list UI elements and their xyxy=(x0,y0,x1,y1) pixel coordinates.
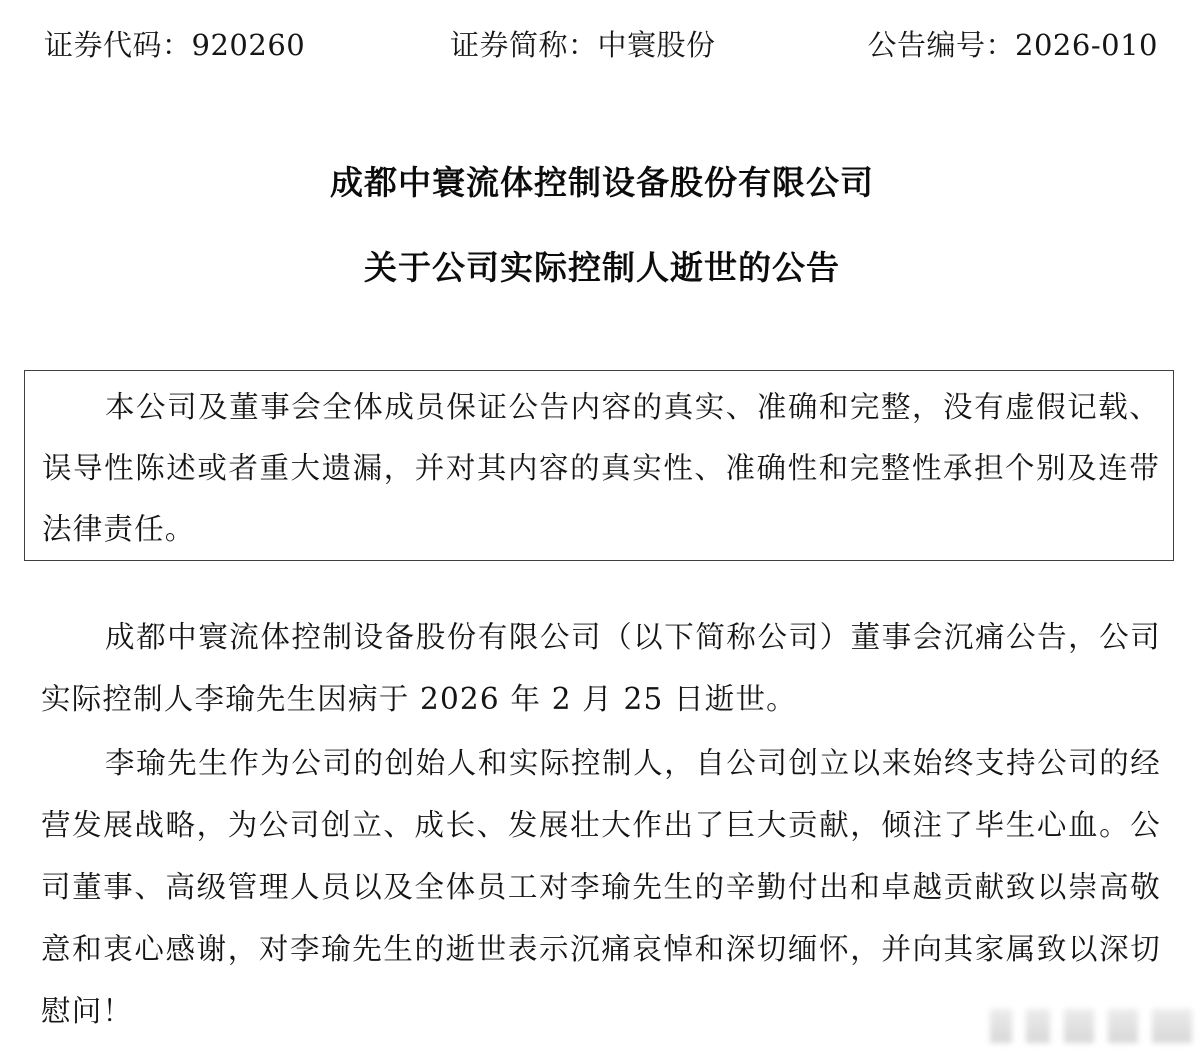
watermark-glyph xyxy=(1026,1009,1050,1043)
security-abbr-label: 证券简称： xyxy=(450,28,598,62)
blurred-watermark xyxy=(990,1003,1195,1043)
watermark-glyph xyxy=(1108,1009,1138,1043)
announcement-title: 关于公司实际控制人逝世的公告 xyxy=(364,248,840,287)
announcement-number-value: 2026-010 xyxy=(1015,28,1158,62)
body-paragraph: 李瑜先生作为公司的创始人和实际控制人，自公司创立以来始终支持公司的经营发展战略，为公司创立、成长、发展壮大作出了巨大贡献，倾注了毕生心血。公司董事、高级管理人员以及全体员工对李瑜先生的辛勤付出和卓越贡献致以崇高敬意和衷心感谢，对李瑜先生的逝世表示沉痛哀悼和深切缅怀，并向其家属致以深切慰问！ xyxy=(41,746,1161,1028)
company-name-title: 成都中寰流体控制设备股份有限公司 xyxy=(330,163,874,202)
security-code-label: 证券代码： xyxy=(44,28,192,62)
disclaimer-text: 本公司及董事会全体成员保证公告内容的真实、准确和完整，没有虚假记载、误导性陈述或者重大遗漏，并对其内容的真实性、准确性和完整性承担个别及连带法律责任。 xyxy=(42,390,1160,546)
announcement-number-label: 公告编号： xyxy=(867,28,1016,62)
security-code xyxy=(44,22,305,68)
announcement-header xyxy=(0,22,1204,68)
watermark-glyph xyxy=(1064,1009,1094,1043)
security-abbreviation xyxy=(450,22,716,68)
body-paragraph: 成都中寰流体控制设备股份有限公司（以下简称公司）董事会沉痛公告，公司实际控制人李瑜先生因病于 2026 年 2 月 25 日逝世。 xyxy=(41,620,1161,716)
disclaimer-box xyxy=(24,370,1174,561)
watermark-glyph xyxy=(1152,1009,1192,1043)
announcement-number xyxy=(868,22,1158,68)
security-code-value: 920260 xyxy=(191,28,306,62)
watermark-glyph xyxy=(990,1009,1012,1043)
security-abbr-value: 中寰股份 xyxy=(597,28,716,62)
